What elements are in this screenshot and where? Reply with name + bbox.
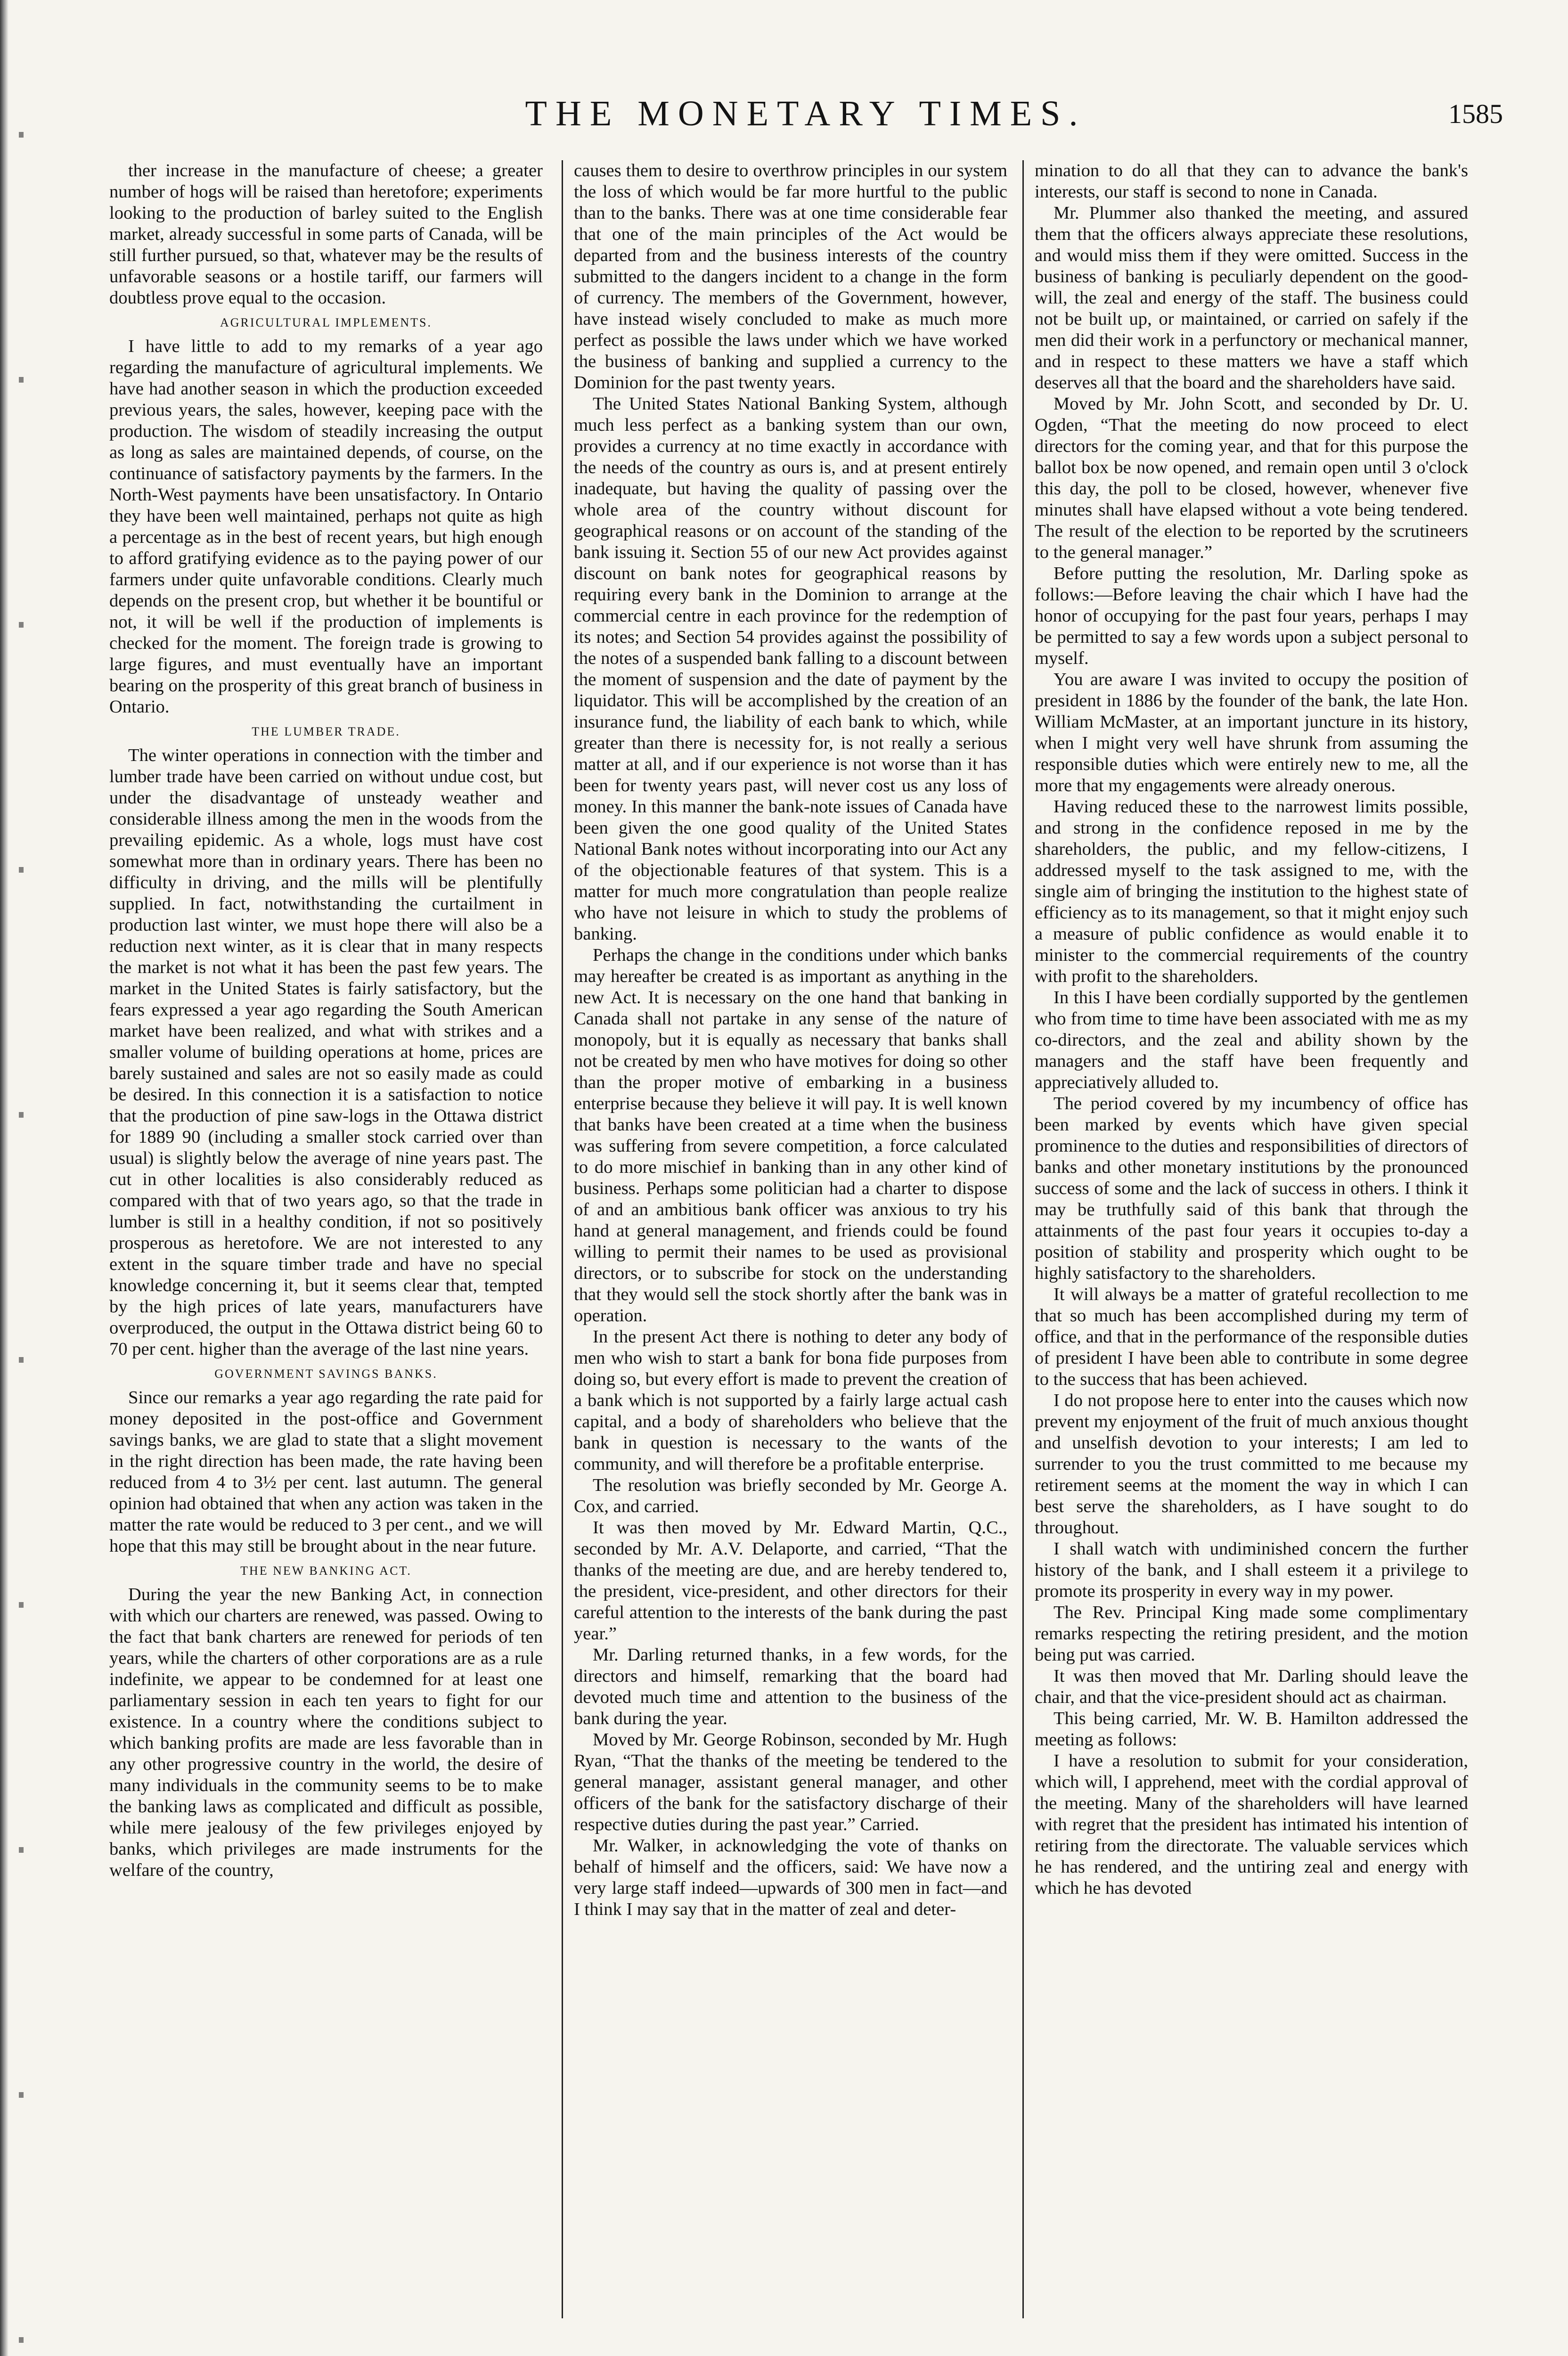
- section-heading: THE NEW BANKING ACT.: [240, 1564, 412, 1578]
- paragraph: I have a resolution to submit for your consideration, which will, I apprehend, meet with the cordial approval of the meeting. Many of the shareholders will have learned with regret that the president has intimated his intention of retiring from the directorate. The valuable services which he has rendered, and the untiring zeal and energy with which he has devoted: [1035, 1751, 1468, 1898]
- paragraph: The period covered by my incumbency of office has been marked by events which have given special prominence to the duties and responsibilities of directors of banks and other monetary institutions by the pronounced success of some and the lack of success in others. I think it may be truthfully said of this bank that through the attainments of the past four years it occupies to-day a position of stability and prosperity which ought to be highly satisfactory to the shareholders.: [1035, 1094, 1468, 1283]
- text-column-3: [1035, 160, 1468, 2318]
- paragraph: I shall watch with undiminished concern the further history of the bank, and I shall esteem it a privilege to promote its prosperity in every way in my power.: [1035, 1539, 1468, 1601]
- column-divider-1: [562, 160, 563, 2318]
- paragraph: The Rev. Principal King made some complimentary remarks respecting the retiring president, and the motion being put was carried.: [1035, 1603, 1468, 1665]
- column-divider-2: [1022, 160, 1024, 2318]
- paragraph: ther increase in the manufacture of cheese; a greater number of hogs will be raised than heretofore; experiments looking to the production of barley suited to the English market, already successful in some parts of Canada, will be still further pursued, so that, whatever may be the results of unfavorable seasons or a hostile tariff, our farmers will doubtless prove equal to the occasion.: [109, 161, 543, 308]
- paragraph: It was then moved by Mr. Edward Martin, Q.C., seconded by Mr. A.V. Delaporte, and carried, “That the thanks of the meeting are due, and are hereby tendered to, the president, vice-president, and other directors for their careful attention to the interests of the bank during the past year.”: [574, 1518, 1007, 1644]
- paragraph: In the present Act there is nothing to deter any body of men who wish to start a bank for bona fide purposes from doing so, but every effort is made to prevent the creation of a bank which is not supported by a fairly large actual cash capital, and a body of shareholders who believe that the bank in question is necessary to the wants of the community, and will therefore be a profitable enterprise.: [574, 1327, 1007, 1474]
- masthead-title: THE MONETARY TIMES.: [525, 94, 1086, 133]
- section-heading: AGRICULTURAL IMPLEMENTS.: [220, 316, 432, 329]
- paragraph: I do not propose here to enter into the causes which now prevent my enjoyment of the fruit of much anxious thought and unselfish devotion to your interests; I am led to surrender to you the trust committed to me because my retirement seems at the moment the way in which I can best serve the shareholders, as I have sought to do throughout.: [1035, 1391, 1468, 1538]
- section-heading: GOVERNMENT SAVINGS BANKS.: [214, 1367, 438, 1381]
- paragraph: Before putting the resolution, Mr. Darling spoke as follows:—Before leaving the chair which I have had the honor of occupying for the past four years, perhaps I may be permitted to say a few words upon a subject personal to myself.: [1035, 564, 1468, 668]
- paragraph: causes them to desire to overthrow principles in our system the loss of which would be far more hurtful to the public than to the banks. There was at one time considerable fear that one of the main principles of the Act would be departed from and the business interests of the country submitted to the dangers incident to a change in the form of currency. The members of the Government, however, have instead wisely concluded to make as much more perfect as possible the laws under which we have worked the business of banking and supplied a currency to the Dominion for the past twenty years.: [574, 161, 1007, 393]
- page-header: [108, 80, 1503, 132]
- paragraph: Moved by Mr. George Robinson, seconded by Mr. Hugh Ryan, “That the thanks of the meeting be tendered to the general manager, assistant general manager, and other officers of the bank for the satisfactory discharge of their respective duties during the past year.” Carried.: [574, 1730, 1007, 1834]
- paragraph: During the year the new Banking Act, in connection with which our charters are renewed, was passed. Owing to the fact that bank charters are renewed for periods of ten years, while the charters of other corporations are as a rule indefinite, we appear to be condemned for at least one parliamentary session in each ten years to fight for our existence. In a country where the conditions subject to which banking profits are made are less favorable than in any other progressive country in the world, the desire of many individuals in the community seems to be to make the banking laws as complicated and difficult as possible, while mere jealousy of the few privileges enjoyed by banks, which privileges are made instruments for the welfare of the country,: [109, 1585, 543, 1880]
- paragraph: In this I have been cordially supported by the gentlemen who from time to time have been associated with me as my co-directors, and the zeal and ability shown by the managers and the staff have been frequently and appreciatively alluded to.: [1035, 988, 1468, 1092]
- text-column-2: [574, 160, 1007, 2318]
- section-heading: THE LUMBER TRADE.: [252, 725, 400, 738]
- scan-binding-edge: [0, 0, 8, 2356]
- paragraph: Since our remarks a year ago regarding the rate paid for money deposited in the post-office and Government savings banks, we are glad to state that a slight movement in the right direction has been made, the rate having been reduced from 4 to 3½ per cent. last autumn. The general opinion had obtained that when any action was taken in the matter the rate would be reduced to 3 per cent., and we will hope that this may still be brought about in the near future.: [109, 1388, 543, 1556]
- paragraph: The United States National Banking System, although much less perfect as a banking system than our own, provides a currency at no time exactly in accordance with the needs of the country as ours is, and at present entirely inadequate, but having the quality of passing over the whole area of the country without discount for geographical reasons or on account of the standing of the bank issuing it. Section 55 of our new Act provides against discount on bank notes for geographical reasons by requiring every bank in the Dominion to arrange at the commercial centre in each province for the redemption of its notes; and Section 54 provides against the possibility of the notes of a suspended bank falling to a discount between the moment of suspension and the date of payment by the liquidator. This will be accomplished by the creation of an insurance fund, the liability of each bank to which, while greater than there is necessity for, is not really a serious matter at all, and if our experience is not worse than it has been for twenty years past, will never cost us any loss of money. In this manner the bank-note issues of Canada have been given the one good quality of the United States National Bank notes without incorporating into our Act any of the objectionable features of that system. This is a matter for much more congratulation than people realize who have not leisure in which to study the problems of banking.: [574, 394, 1007, 944]
- paragraph: Perhaps the change in the conditions under which banks may hereafter be created is as important as anything in the new Act. It is necessary on the one hand that banking in Canada shall not partake in any sense of the nature of monopoly, but it is equally as necessary that banks shall not be created by men who have motives for doing so other than the proper motive of embarking in a business enterprise because they believe it will pay. It is well known that banks have been created at a time when the business was suffering from severe competition, a force calculated to do more mischief in banking than in any other kind of business. Perhaps some politician had a charter to dispose of and an ambitious bank officer was anxious to try his hand at general management, and friends could be found willing to permit their names to be used as provisional directors, or to subscribe for stock on the understanding that they would sell the stock shortly after the bank was in operation.: [574, 945, 1007, 1325]
- paragraph: Having reduced these to the narrowest limits possible, and strong in the confidence reposed in me by the shareholders, the public, and my fellow-citizens, I addressed myself to the task assigned to me, with the single aim of bringing the institution to the highest state of efficiency as to its management, so that it might enjoy such a measure of public confidence as would enable it to minister to the commercial requirements of the country with profit to the shareholders.: [1035, 797, 1468, 986]
- paragraph: The winter operations in connection with the timber and lumber trade have been carried on without undue cost, but under the disadvantage of unsteady weather and considerable illness among the men in the woods from the prevailing epidemic. As a whole, logs must have cost somewhat more than in ordinary years. There has been no difficulty in driving, and the mills will be plentifully supplied. In fact, notwithstanding the curtailment in production last winter, we must hope there will also be a reduction next winter, as it is clear that in many respects the market is not what it has been the past few years. The market in the United States is fairly satisfactory, but the fears expressed a year ago regarding the South American market have been realized, and what with strikes and a smaller volume of building operations at home, prices are barely sustained and sales are not so easily made as could be desired. In this connection it is a satisfaction to notice that the production of pine saw-logs in the Ottawa district for 1889 90 (including a smaller stock carried over than usual) is slightly below the average of nine years past. The cut in other localities is also considerably reduced as compared with that of two years ago, so that the trade in lumber is still in a healthy condition, if not so positively prosperous as heretofore. We are not interested to any extent in the square timber trade and have no special knowledge concerning it, but it seems clear that, tempted by the high prices of late years, manufacturers have overproduced, the output in the Ottawa district being 60 to 70 per cent. higher than the average of the last nine years.: [109, 745, 543, 1359]
- paragraph: You are aware I was invited to occupy the position of president in 1886 by the founder of the bank, the late Hon. William McMaster, at an important juncture in its history, when I might very well have shrunk from assuming the responsible duties which were entirely new to me, all the more that my engagements were already onerous.: [1035, 670, 1468, 795]
- paragraph: It will always be a matter of grateful recollection to me that so much has been accomplished during my term of office, and that in the performance of the responsible duties of president I have been able to contribute in some degree to the success that has been achieved.: [1035, 1284, 1468, 1389]
- paragraph: This being carried, Mr. W. B. Hamilton addressed the meeting as follows:: [1035, 1709, 1468, 1750]
- text-column-1: [109, 160, 543, 2318]
- paragraph: Mr. Walker, in acknowledging the vote of thanks on behalf of himself and the officers, said: We have now a very large staff indeed—upwards of 300 men in fact—and I think I may say that in the matter of zeal and deter-: [574, 1836, 1007, 1919]
- paragraph: Mr. Plummer also thanked the meeting, and assured them that the officers always appreciate these resolutions, and would miss them if they were omitted. Success in the business of banking is peculiarly dependent on the good-will, the zeal and energy of the staff. The business could not be built up, or maintained, or carried on safely if the men did their work in a perfunctory or mechanical manner, and in respect to these matters we have a staff which deserves all that the board and the shareholders have said.: [1035, 203, 1468, 393]
- paragraph: I have little to add to my remarks of a year ago regarding the manufacture of agricultural implements. We have had another season in which the production exceeded previous years, the sales, however, keeping pace with the production. The wisdom of steadily increasing the output as long as sales are maintained depends, of course, on the continuance of satisfactory payments by the farmers. In the North-West payments have been unsatisfactory. In Ontario they have been well maintained, perhaps not quite as high a percentage as in the best of recent years, but high enough to afford gratifying evidence as to the paying power of our farmers under quite unfavorable conditions. Clearly much depends on the present crop, but whether it be bountiful or not, it will be well if the production of implements is checked for the moment. The foreign trade is growing to large figures, and must eventually have an important bearing on the prosperity of this great branch of business in Ontario.: [109, 336, 543, 717]
- paragraph: Moved by Mr. John Scott, and seconded by Dr. U. Ogden, “That the meeting do now proceed to elect directors for the coming year, and that for this purpose the ballot box be now opened, and remain open until 3 o'clock this day, the poll to be closed, however, whenever five minutes shall have elapsed without a vote being tendered. The result of the election to be reported by the scrutineers to the general manager.”: [1035, 394, 1468, 562]
- paragraph: Mr. Darling returned thanks, in a few words, for the directors and himself, remarking that the board had devoted much time and attention to the business of the bank during the year.: [574, 1645, 1007, 1728]
- paragraph: The resolution was briefly seconded by Mr. George A. Cox, and carried.: [574, 1475, 1007, 1516]
- paragraph: It was then moved that Mr. Darling should leave the chair, and that the vice-president should act as chairman.: [1035, 1666, 1468, 1707]
- page-number: 1585: [1448, 98, 1503, 129]
- scan-binding-holes: [19, 0, 24, 2356]
- paragraph: mination to do all that they can to advance the bank's interests, our staff is second to none in Canada.: [1035, 161, 1468, 202]
